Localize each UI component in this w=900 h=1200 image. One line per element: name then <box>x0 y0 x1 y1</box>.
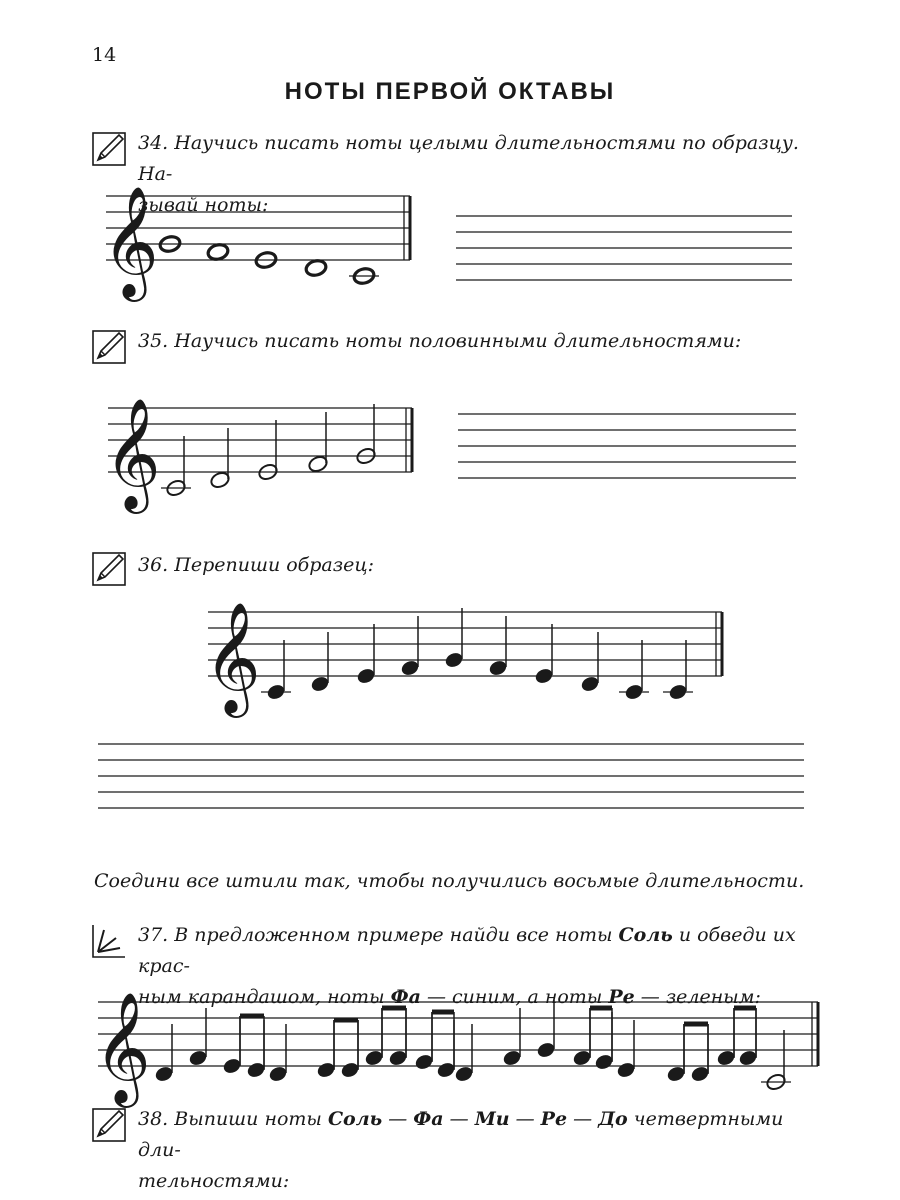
note-name-fa: Фа <box>390 986 421 1008</box>
task-34-line2: зывай ноты: <box>138 194 269 216</box>
task-37-text-part: — синим, а ноты <box>420 986 609 1008</box>
task-37-text-part: — зеленым: <box>634 986 761 1008</box>
note-name: До <box>598 1108 628 1130</box>
note-name-re: Ре <box>608 986 635 1008</box>
treble-clef-icon: 𝄞 <box>94 991 151 1103</box>
task-35-line1: Научись писать ноты половинными длительностями: <box>174 330 742 352</box>
task-37-text-part: ным карандашом, ноты <box>138 986 391 1008</box>
dash: — <box>382 1108 414 1130</box>
page-number: 14 <box>92 44 117 66</box>
whole-note <box>305 259 328 278</box>
dash: — <box>509 1108 541 1130</box>
task-38-number: 38. <box>138 1108 169 1130</box>
task-34-number: 34. <box>138 132 169 154</box>
task-37-text-part: и обведи их крас- <box>138 924 796 977</box>
task-36-number: 36. <box>138 554 169 576</box>
task-38-line2: тельностями: <box>138 1170 290 1192</box>
treble-clef-icon: 𝄞 <box>102 185 159 297</box>
task-37-text-part: В предложенном примере найди все ноты <box>174 924 619 946</box>
note-name: Фа <box>413 1108 444 1130</box>
task-38-text-part: четвертными дли- <box>138 1108 784 1161</box>
treble-clef-icon: 𝄞 <box>104 397 161 509</box>
note-name: Соль <box>327 1108 383 1130</box>
note-name: Ре <box>540 1108 568 1130</box>
dash: — <box>567 1108 599 1130</box>
task-35-number: 35. <box>138 330 169 352</box>
task-37-number: 37. <box>138 924 169 946</box>
whole-note <box>207 243 230 262</box>
dash: — <box>443 1108 475 1130</box>
connect-stems-instruction: Соедини все штили так, чтобы получились восьмые длительности. <box>94 870 805 892</box>
note-name-sol: Соль <box>618 924 673 946</box>
note-name: Ми <box>474 1108 510 1130</box>
treble-clef-icon: 𝄞 <box>204 601 261 713</box>
page-title: НОТЫ ПЕРВОЙ ОКТАВЫ <box>284 78 616 105</box>
task-36-line1: Перепиши образец: <box>174 554 375 576</box>
task-34-line1: Научись писать ноты целыми длительностями по образцу. На- <box>138 132 799 185</box>
task-38-text-part: Выпиши ноты <box>174 1108 328 1130</box>
